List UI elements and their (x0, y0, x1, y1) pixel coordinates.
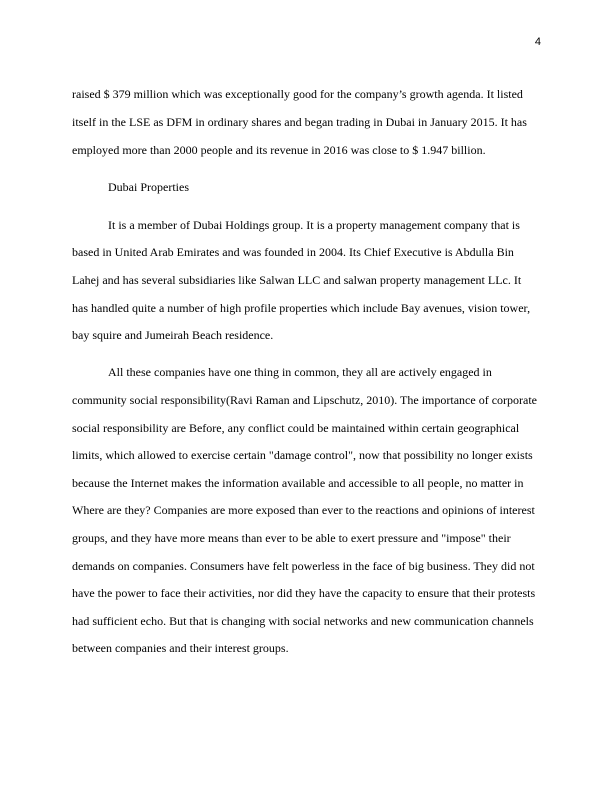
paragraph-line: because the Internet makes the information available and accessible to all people, no matter in (72, 476, 524, 490)
paragraph-line: based in United Arab Emirates and was founded in 2004. Its Chief Executive is Abdulla Bin (72, 245, 514, 259)
paragraph-line: limits, which allowed to exercise certain "damage control", now that possibility no longer exists (72, 448, 533, 462)
section-heading: Dubai Properties (108, 180, 189, 194)
paragraph-line: It is a member of Dubai Holdings group. It is a property management company that is (108, 218, 520, 232)
paragraph-line: All these companies have one thing in common, they all are actively engaged in (108, 365, 492, 379)
paragraph-line: itself in the LSE as DFM in ordinary shares and began trading in Dubai in January 2015. It has (72, 115, 527, 129)
paragraph-line: social responsibility are Before, any conflict could be maintained within certain geographical (72, 421, 520, 435)
paragraph-line: demands on companies. Consumers have felt powerless in the face of big business. They did not (72, 559, 535, 573)
paragraph-line: between companies and their interest groups. (72, 641, 289, 655)
paragraph-line: employed more than 2000 people and its revenue in 2016 was close to $ 1.947 billion. (72, 143, 486, 157)
paragraph-line: Lahej and has several subsidiaries like Salwan LLC and salwan property management LLc. It (72, 273, 522, 287)
paragraph-line: groups, and they have more means than ever to be able to exert pressure and "impose" their (72, 531, 511, 545)
paragraph-line: community social responsibility(Ravi Raman and Lipschutz, 2010). The importance of corporate (72, 393, 537, 407)
page-number: 4 (534, 36, 541, 48)
paragraph-line: has handled quite a number of high profile properties which include Bay avenues, vision tower, (72, 301, 531, 315)
paragraph-line: bay squire and Jumeirah Beach residence. (72, 328, 274, 342)
paragraph-line: had sufficient echo. But that is changing with social networks and new communication channels (72, 614, 534, 628)
paragraph-line: have the power to face their activities, nor did they have the capacity to ensure that their protests (72, 586, 536, 600)
paragraph-line: Where are they? Companies are more exposed than ever to the reactions and opinions of interest (72, 503, 535, 517)
paragraph-line: raised $ 379 million which was exceptionally good for the company’s growth agenda. It listed (72, 87, 523, 101)
